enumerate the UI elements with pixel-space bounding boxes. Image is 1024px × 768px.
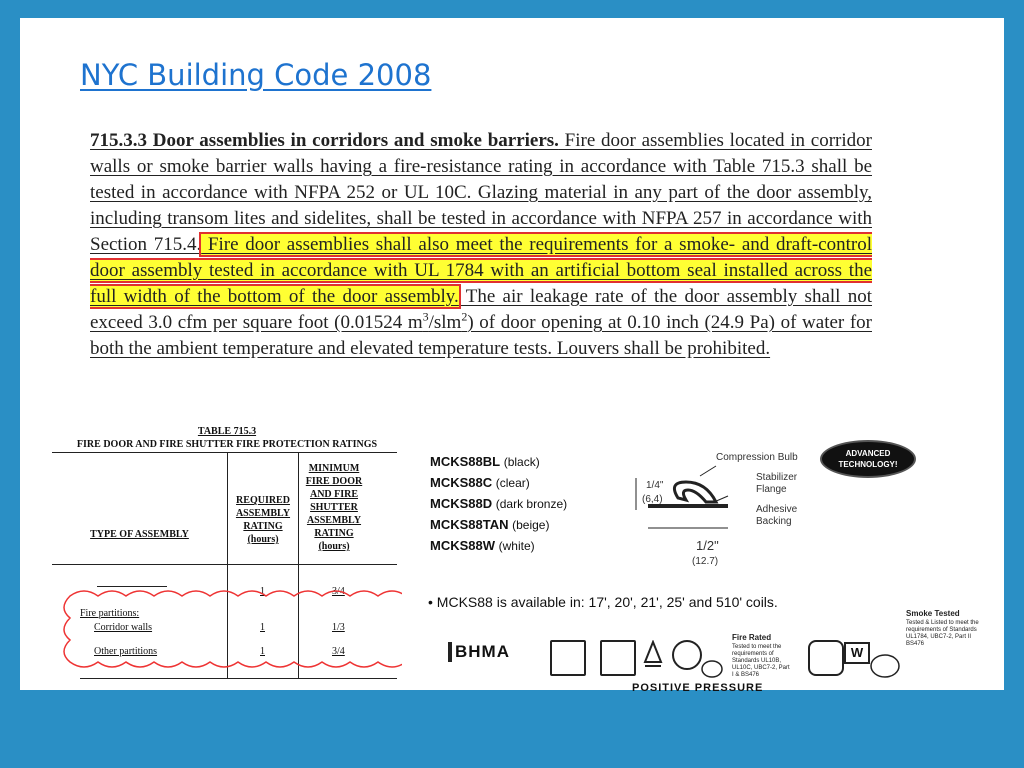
fire-rated-icon <box>640 640 666 676</box>
col-header-type: TYPE OF ASSEMBLY <box>90 529 189 540</box>
code-text-4: ) of door opening at 0.10 inch (24.9 Pa) of water for both the ambient temperature and elevated temperature tests. Louvers shall be prohibited. <box>90 312 872 359</box>
dimension-height-mm: (6,4) <box>642 494 663 505</box>
smoke-tested-text: Tested & Listed to meet the requirements of Standards UL1784, UBC7-2, Part II BS476 <box>906 620 979 647</box>
rating-table <box>52 426 402 680</box>
wh-mark-icon-2 <box>868 652 902 680</box>
wind-icon <box>600 640 636 676</box>
superscript-2: 2 <box>461 309 468 324</box>
model-item: MCKS88TAN (beige) <box>430 517 550 532</box>
row0-value-1: 1 <box>260 586 265 597</box>
bhma-logo: BHMA <box>448 642 510 662</box>
smoke-icon <box>808 640 844 676</box>
dimension-width: 1/2" <box>696 538 719 553</box>
positive-pressure-label: POSITIVE PRESSURE <box>632 682 764 694</box>
weatherstrip-product-panel <box>428 438 988 694</box>
ul-mark-icon <box>670 638 704 672</box>
fire-rated-title: Fire Rated <box>732 633 772 642</box>
row-label-other-partitions: Other partitions <box>94 646 158 657</box>
wh-mark-icon <box>700 658 724 680</box>
advanced-technology-badge: ADVANCED TECHNOLOGY! <box>820 440 916 478</box>
superscript-3: 3 <box>422 309 429 324</box>
table-title: FIRE DOOR AND FIRE SHUTTER FIRE PROTECTION RATINGS <box>76 439 378 450</box>
row3-value-2: 3/4 <box>332 646 345 657</box>
fire-rated-text: Tested to meet the requirements of Standards UL10B, UL10C, UBC7-2, Part I & BS476 <box>732 644 790 678</box>
label-flange: Flange <box>756 484 787 495</box>
w-logo-icon: W <box>844 642 870 664</box>
row-label-corridor-walls: Corridor walls <box>94 622 153 633</box>
highlighted-requirement: Fire door assemblies shall also meet the requirements for a smoke- and draft-control door assembly tested in accordance with UL 1784 with an artificial bottom seal installed across the full width of the bottom of the door assembly. <box>90 234 872 307</box>
row3-value-1: 1 <box>260 646 265 657</box>
col-header-minimum: MINIMUM FIRE DOOR AND FIRE SHUTTER ASSEMBLY RATING (hours) <box>305 463 363 552</box>
label-backing: Backing <box>756 516 792 527</box>
availability-bullet: • MCKS88 is available in: 17', 20', 21', 25' and 510' coils. <box>428 594 778 610</box>
row2-value-2: 1/3 <box>332 622 345 633</box>
model-item: MCKS88BL (black) <box>430 454 540 469</box>
col-header-required: REQUIRED ASSEMBLY RATING (hours) <box>235 495 291 545</box>
row-label-fire-partitions: Fire partitions: <box>80 608 140 619</box>
code-text-2: The air leakage rate of the door assembly shall not exceed 3.0 cfm per square foot (0.01524 m <box>90 286 872 333</box>
dimension-width-mm: (12.7) <box>692 556 719 567</box>
label-compression-bulb: Compression Bulb <box>716 452 798 463</box>
model-item: MCKS88D (dark bronze) <box>430 496 568 511</box>
model-item: MCKS88C (clear) <box>430 475 530 490</box>
sound-icon <box>550 640 586 676</box>
smoke-tested-title: Smoke Tested <box>906 609 960 618</box>
code-text-3: /slm <box>428 312 462 333</box>
red-cloud-markup <box>52 586 402 672</box>
code-paragraph <box>90 128 872 362</box>
model-item: MCKS88W (white) <box>430 538 535 553</box>
label-stabilizer: Stabilizer <box>756 472 798 483</box>
row2-value-1: 1 <box>260 622 265 633</box>
slide <box>20 18 1004 694</box>
code-text-1: Fire door assemblies located in corridor walls or smoke barrier walls having a fire-resistance rating in accordance with Table 715.3 shall be tested in accordance with NFPA 252 or UL 10C. Glazing material in any part of the door assembly, including transom lites and sidelites, shall be tested in accordance with NFPA 257 in accordance with Section 715.4. <box>90 130 872 255</box>
row0-value-2: 3/4 <box>332 586 345 597</box>
section-heading: 715.3.3 Door assemblies in corridors and smoke barriers. <box>90 130 559 151</box>
label-adhesive: Adhesive <box>756 504 798 515</box>
code-excerpt <box>90 128 872 412</box>
dimension-height: 1/4" <box>646 480 664 491</box>
page-title: NYC Building Code 2008 <box>80 58 432 92</box>
table-caption: TABLE 715.3 <box>197 426 257 437</box>
